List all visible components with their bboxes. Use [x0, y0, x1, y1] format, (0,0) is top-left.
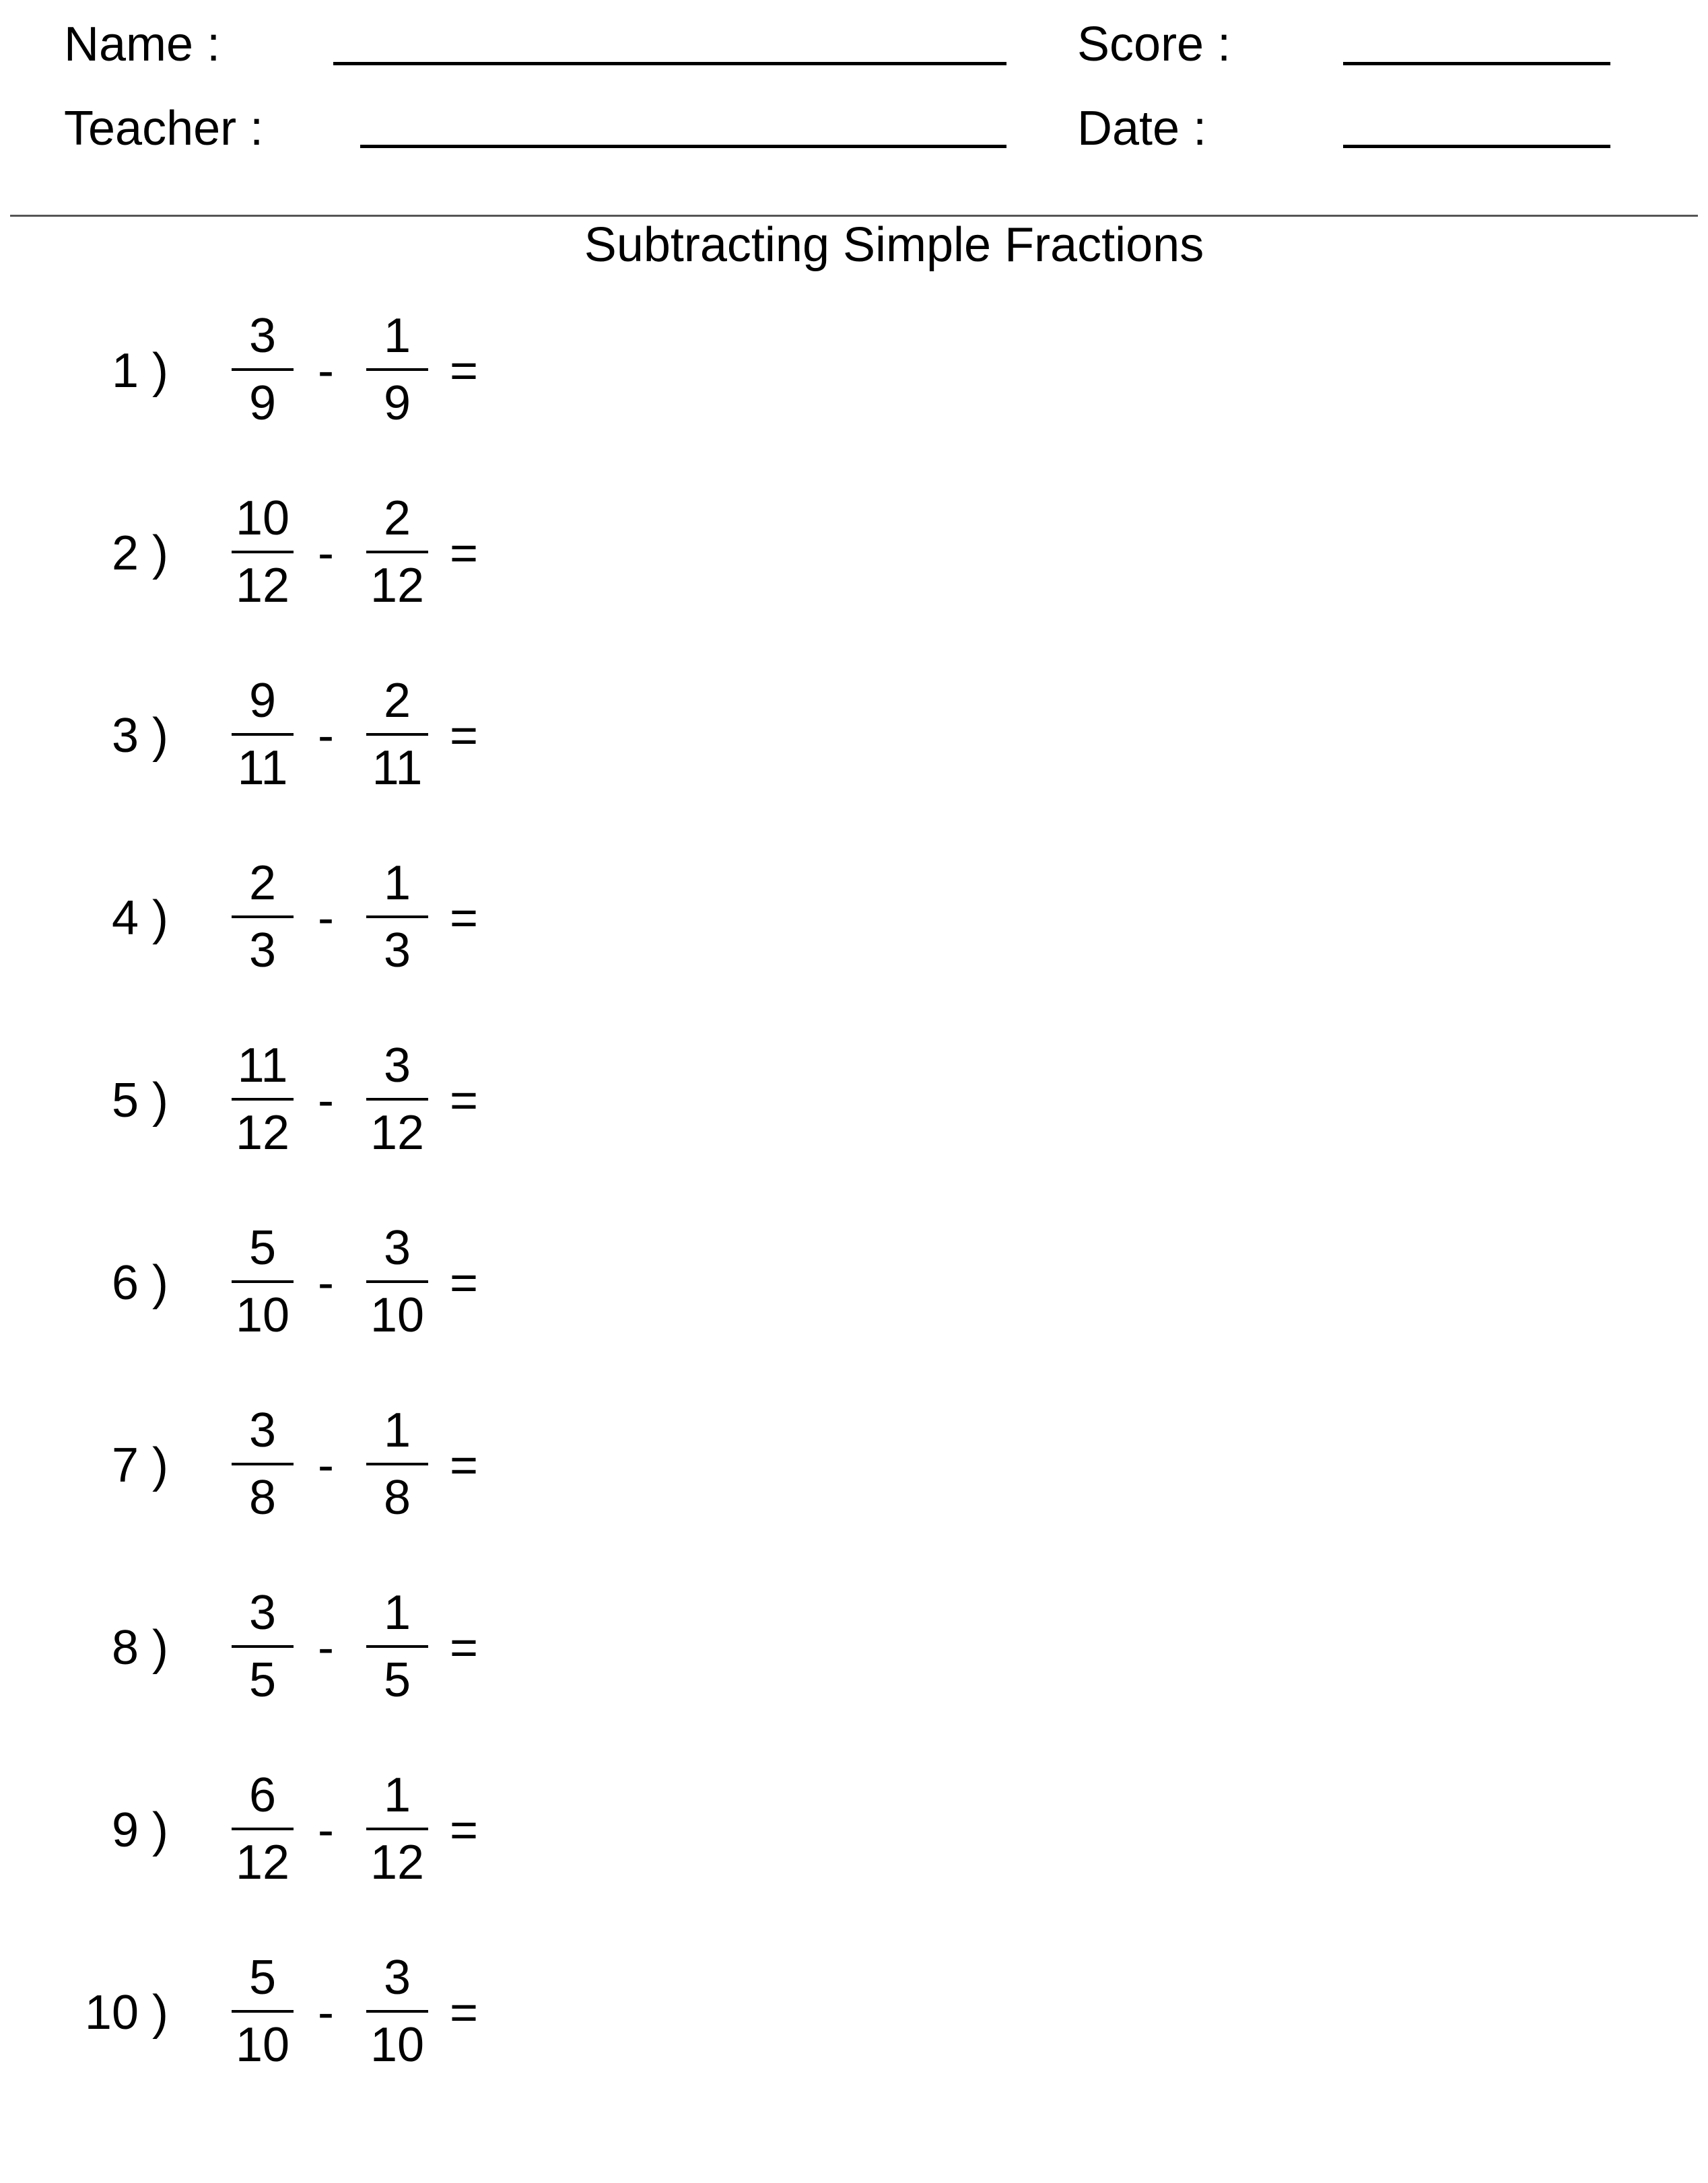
numerator: 5: [248, 1221, 277, 1275]
problem-number: 5 ): [111, 1074, 168, 1128]
numerator: 1: [383, 1586, 411, 1640]
numerator: 3: [383, 1039, 411, 1093]
denominator: 8: [383, 1471, 411, 1525]
equals-sign: =: [450, 1986, 479, 2040]
fraction-bar: [232, 915, 294, 918]
denominator: 12: [235, 559, 290, 613]
minuend-fraction: [232, 671, 294, 806]
denominator: 3: [248, 924, 277, 977]
fraction-bar: [366, 551, 428, 553]
problem-item: [0, 489, 539, 623]
denominator: 11: [372, 741, 423, 795]
problem-item: [0, 1218, 539, 1353]
minus-sign: -: [318, 526, 334, 580]
problem-number: 4 ): [111, 891, 168, 945]
numerator: 1: [383, 309, 411, 363]
minuend-fraction: [232, 854, 294, 988]
problem-item: [0, 1948, 539, 2083]
denominator: 9: [383, 376, 411, 430]
numerator: 2: [383, 491, 411, 545]
numerator: 3: [248, 309, 277, 363]
fraction-bar: [232, 1098, 294, 1101]
minuend-fraction: [232, 1766, 294, 1900]
problem-number: 1 ): [111, 344, 168, 398]
numerator: 2: [248, 856, 277, 910]
numerator: 3: [248, 1586, 277, 1640]
subtrahend-fraction: [366, 671, 428, 806]
problem-item: [0, 1036, 539, 1171]
minus-sign: -: [318, 1621, 334, 1675]
numerator: 6: [248, 1768, 277, 1822]
minuend-fraction: [232, 1583, 294, 1718]
equals-sign: =: [450, 1074, 479, 1128]
fraction-bar: [232, 1828, 294, 1830]
denominator: 10: [370, 1288, 425, 1342]
denominator: 5: [383, 1653, 411, 1707]
equals-sign: =: [450, 344, 479, 398]
fraction-bar: [232, 1645, 294, 1648]
denominator: 10: [235, 2018, 290, 2072]
equals-sign: =: [450, 526, 479, 580]
numerator: 2: [383, 674, 411, 728]
minus-sign: -: [318, 1439, 334, 1492]
minuend-fraction: [232, 1036, 294, 1171]
subtrahend-fraction: [366, 1583, 428, 1718]
minuend-fraction: [232, 1401, 294, 1535]
subtrahend-fraction: [366, 1766, 428, 1900]
subtrahend-fraction: [366, 1948, 428, 2083]
score-label: Score :: [1077, 18, 1231, 71]
fraction-bar: [366, 1463, 428, 1465]
minus-sign: -: [318, 1256, 334, 1310]
minus-sign: -: [318, 709, 334, 763]
equals-sign: =: [450, 1439, 479, 1492]
problem-item: [0, 854, 539, 988]
numerator: 1: [383, 1768, 411, 1822]
equals-sign: =: [450, 1803, 479, 1857]
problem-item: [0, 1766, 539, 1900]
fraction-bar: [366, 2010, 428, 2013]
denominator: 10: [235, 1288, 290, 1342]
header-divider: [10, 215, 1698, 217]
numerator: 5: [248, 1951, 277, 2005]
numerator: 3: [383, 1221, 411, 1275]
denominator: 3: [383, 924, 411, 977]
fraction-bar: [366, 915, 428, 918]
fraction-bar: [366, 1828, 428, 1830]
subtrahend-fraction: [366, 1218, 428, 1353]
numerator: 11: [237, 1039, 288, 1093]
fraction-bar: [366, 1098, 428, 1101]
fraction-bar: [366, 733, 428, 736]
teacher-field-line[interactable]: [360, 145, 1006, 148]
problem-number: 8 ): [111, 1621, 168, 1675]
equals-sign: =: [450, 1256, 479, 1310]
problem-item: [0, 1583, 539, 1718]
teacher-label: Teacher :: [64, 102, 264, 155]
problem-number: 3 ): [111, 709, 168, 763]
fraction-bar: [232, 551, 294, 553]
problem-number: 6 ): [111, 1256, 168, 1310]
minus-sign: -: [318, 1803, 334, 1857]
denominator: 12: [370, 1836, 425, 1890]
numerator: 10: [235, 491, 290, 545]
fraction-bar: [366, 1280, 428, 1283]
equals-sign: =: [450, 1621, 479, 1675]
fraction-bar: [232, 1280, 294, 1283]
fraction-bar: [232, 2010, 294, 2013]
denominator: 12: [370, 559, 425, 613]
problem-number: 9 ): [111, 1803, 168, 1857]
date-label: Date :: [1077, 102, 1207, 155]
problem-number: 2 ): [111, 526, 168, 580]
name-label: Name :: [64, 18, 221, 71]
problem-number: 7 ): [111, 1439, 168, 1492]
date-field-line[interactable]: [1343, 145, 1610, 148]
numerator: 3: [383, 1951, 411, 2005]
minuend-fraction: [232, 489, 294, 623]
minus-sign: -: [318, 1074, 334, 1128]
score-field-line[interactable]: [1343, 62, 1610, 65]
minuend-fraction: [232, 306, 294, 441]
subtrahend-fraction: [366, 1036, 428, 1171]
fraction-bar: [232, 733, 294, 736]
problem-item: [0, 671, 539, 806]
numerator: 1: [383, 1404, 411, 1457]
equals-sign: =: [450, 709, 479, 763]
problem-item: [0, 306, 539, 441]
equals-sign: =: [450, 891, 479, 945]
denominator: 11: [237, 741, 288, 795]
name-field-line[interactable]: [333, 62, 1006, 65]
minus-sign: -: [318, 891, 334, 945]
minuend-fraction: [232, 1218, 294, 1353]
subtrahend-fraction: [366, 306, 428, 441]
problem-number: 10 ): [84, 1986, 168, 2040]
minus-sign: -: [318, 1986, 334, 2040]
denominator: 9: [248, 376, 277, 430]
numerator: 3: [248, 1404, 277, 1457]
fraction-bar: [366, 368, 428, 371]
fraction-bar: [232, 368, 294, 371]
numerator: 9: [248, 674, 277, 728]
problem-item: [0, 1401, 539, 1535]
worksheet-title: Subtracting Simple Fractions: [584, 218, 1204, 272]
denominator: 5: [248, 1653, 277, 1707]
numerator: 1: [383, 856, 411, 910]
subtrahend-fraction: [366, 489, 428, 623]
minus-sign: -: [318, 344, 334, 398]
denominator: 12: [370, 1106, 425, 1160]
fraction-bar: [366, 1645, 428, 1648]
denominator: 12: [235, 1836, 290, 1890]
subtrahend-fraction: [366, 1401, 428, 1535]
minuend-fraction: [232, 1948, 294, 2083]
subtrahend-fraction: [366, 854, 428, 988]
fraction-bar: [232, 1463, 294, 1465]
denominator: 10: [370, 2018, 425, 2072]
denominator: 8: [248, 1471, 277, 1525]
denominator: 12: [235, 1106, 290, 1160]
